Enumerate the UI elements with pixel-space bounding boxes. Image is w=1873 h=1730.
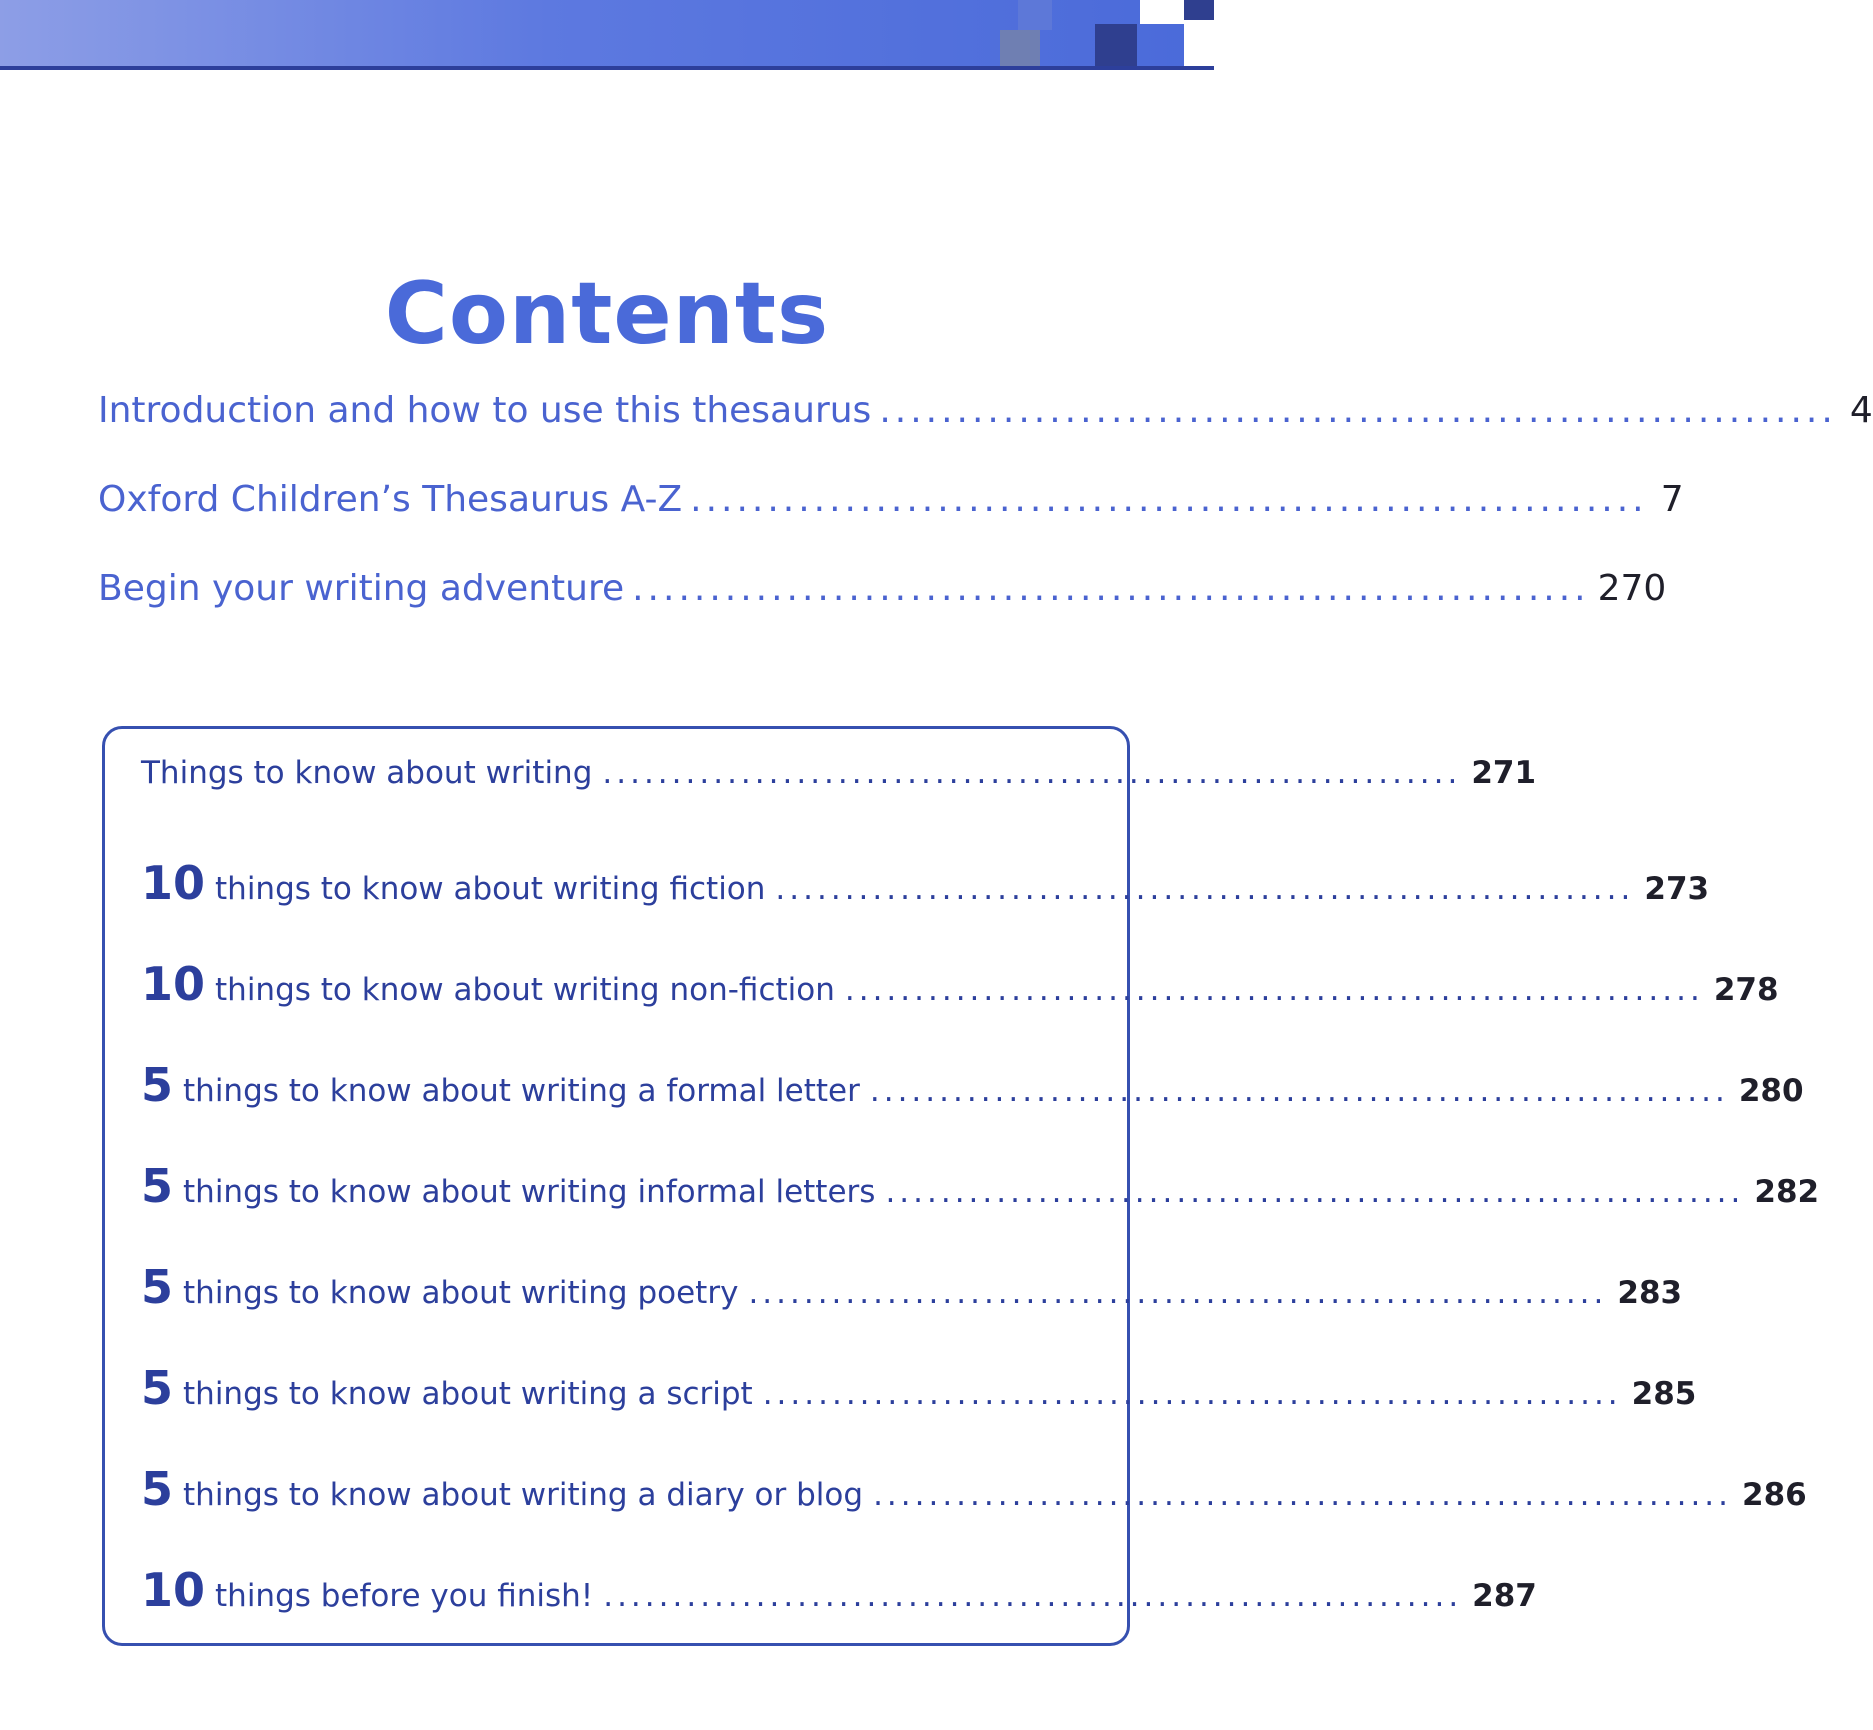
dot-leader: ..............................................................: [632, 568, 1590, 609]
dot-leader: ..............................................................: [775, 871, 1635, 907]
box-toc-entry[interactable]: [141, 1159, 1820, 1260]
box-toc-entry-label: [141, 1361, 753, 1415]
toc-entry-label: Oxford Children’s Thesaurus A-Z: [98, 479, 683, 520]
toc-entry[interactable]: [98, 568, 1667, 657]
box-toc-entry-label: Things to know about writing: [141, 755, 593, 791]
entry-text: things to know about writing a script: [183, 1376, 753, 1412]
box-toc-entry-page: 287: [1472, 1578, 1537, 1614]
toc-entry[interactable]: [98, 390, 1873, 479]
decor-pixel: [1184, 0, 1214, 20]
dot-leader: ..............................................................: [603, 1578, 1463, 1614]
toc-entry-page: 270: [1597, 568, 1667, 609]
box-toc-entry-label: [141, 1159, 875, 1213]
dot-leader: ..............................................................: [873, 1477, 1733, 1513]
box-toc-entry[interactable]: [141, 1462, 1807, 1563]
toc-entry-label: Begin your writing adventure: [98, 568, 625, 609]
dot-leader: ..............................................................: [602, 755, 1462, 791]
entry-number: 5: [141, 1462, 174, 1516]
dot-leader: ..............................................................: [844, 972, 1704, 1008]
entry-number: 5: [141, 1260, 174, 1314]
dot-leader: ..............................................................: [879, 390, 1837, 431]
box-toc-entry-page: 278: [1713, 972, 1779, 1008]
writing-guide-list: [141, 755, 1820, 1664]
dot-leader: ..............................................................: [748, 1275, 1608, 1311]
box-toc-entry-page: 282: [1754, 1174, 1820, 1210]
box-toc-entry[interactable]: [141, 856, 1710, 957]
entry-text: things to know about writing fiction: [215, 871, 766, 907]
decor-pixel: [1018, 0, 1052, 30]
dot-leader: ..............................................................: [762, 1376, 1622, 1412]
entry-text: things to know about writing poetry: [183, 1275, 739, 1311]
box-toc-entry-page: 286: [1742, 1477, 1807, 1513]
toc-entry-page: 7: [1660, 479, 1684, 520]
box-toc-entry-page: 273: [1644, 871, 1710, 907]
box-toc-entry[interactable]: [141, 957, 1779, 1058]
box-toc-entry-page: 285: [1631, 1376, 1697, 1412]
toc-entry-label: Introduction and how to use this thesaurus: [98, 390, 872, 431]
box-toc-entry[interactable]: [141, 1361, 1697, 1462]
entry-text: things to know about writing a diary or blog: [183, 1477, 864, 1513]
entry-number: 10: [141, 1563, 206, 1617]
box-toc-entry-label: [141, 957, 835, 1011]
dot-leader: ..............................................................: [869, 1073, 1729, 1109]
box-toc-entry[interactable]: [141, 1058, 1804, 1159]
entry-text: things to know about writing non-fiction: [215, 972, 835, 1008]
entry-text: things to know about writing informal letters: [183, 1174, 876, 1210]
box-toc-entry-label: [141, 1260, 738, 1314]
main-contents-list: [98, 390, 1873, 657]
box-toc-entry-label: [141, 1563, 593, 1617]
toc-entry[interactable]: [98, 479, 1684, 568]
box-toc-entry-page: 271: [1471, 755, 1537, 791]
box-toc-entry-label: [141, 1058, 860, 1112]
dot-leader: ..............................................................: [690, 479, 1648, 520]
entry-number: 5: [141, 1361, 174, 1415]
box-toc-entry-label: [141, 856, 765, 910]
decor-pixel: [1095, 24, 1137, 66]
box-toc-entry-page: 283: [1617, 1275, 1683, 1311]
entry-number: 10: [141, 856, 206, 910]
box-toc-entry[interactable]: [141, 1563, 1537, 1664]
entry-number: 5: [141, 1058, 174, 1112]
box-toc-entry-page: 280: [1738, 1073, 1804, 1109]
page-title: Contents: [384, 263, 830, 364]
entry-number: 10: [141, 957, 206, 1011]
entry-text: things before you finish!: [215, 1578, 594, 1614]
box-toc-entry-label: [141, 1462, 863, 1516]
dot-leader: ..............................................................: [885, 1174, 1745, 1210]
box-toc-entry[interactable]: [141, 755, 1537, 856]
entry-number: 5: [141, 1159, 174, 1213]
box-toc-entry[interactable]: [141, 1260, 1683, 1361]
top-band-edge: [0, 66, 1214, 70]
toc-entry-page: 4: [1849, 390, 1873, 431]
decor-pixel: [1000, 30, 1040, 66]
entry-text: things to know about writing a formal letter: [183, 1073, 860, 1109]
writing-guide-box: [102, 726, 1820, 1646]
decor-pixel: [1140, 0, 1184, 24]
